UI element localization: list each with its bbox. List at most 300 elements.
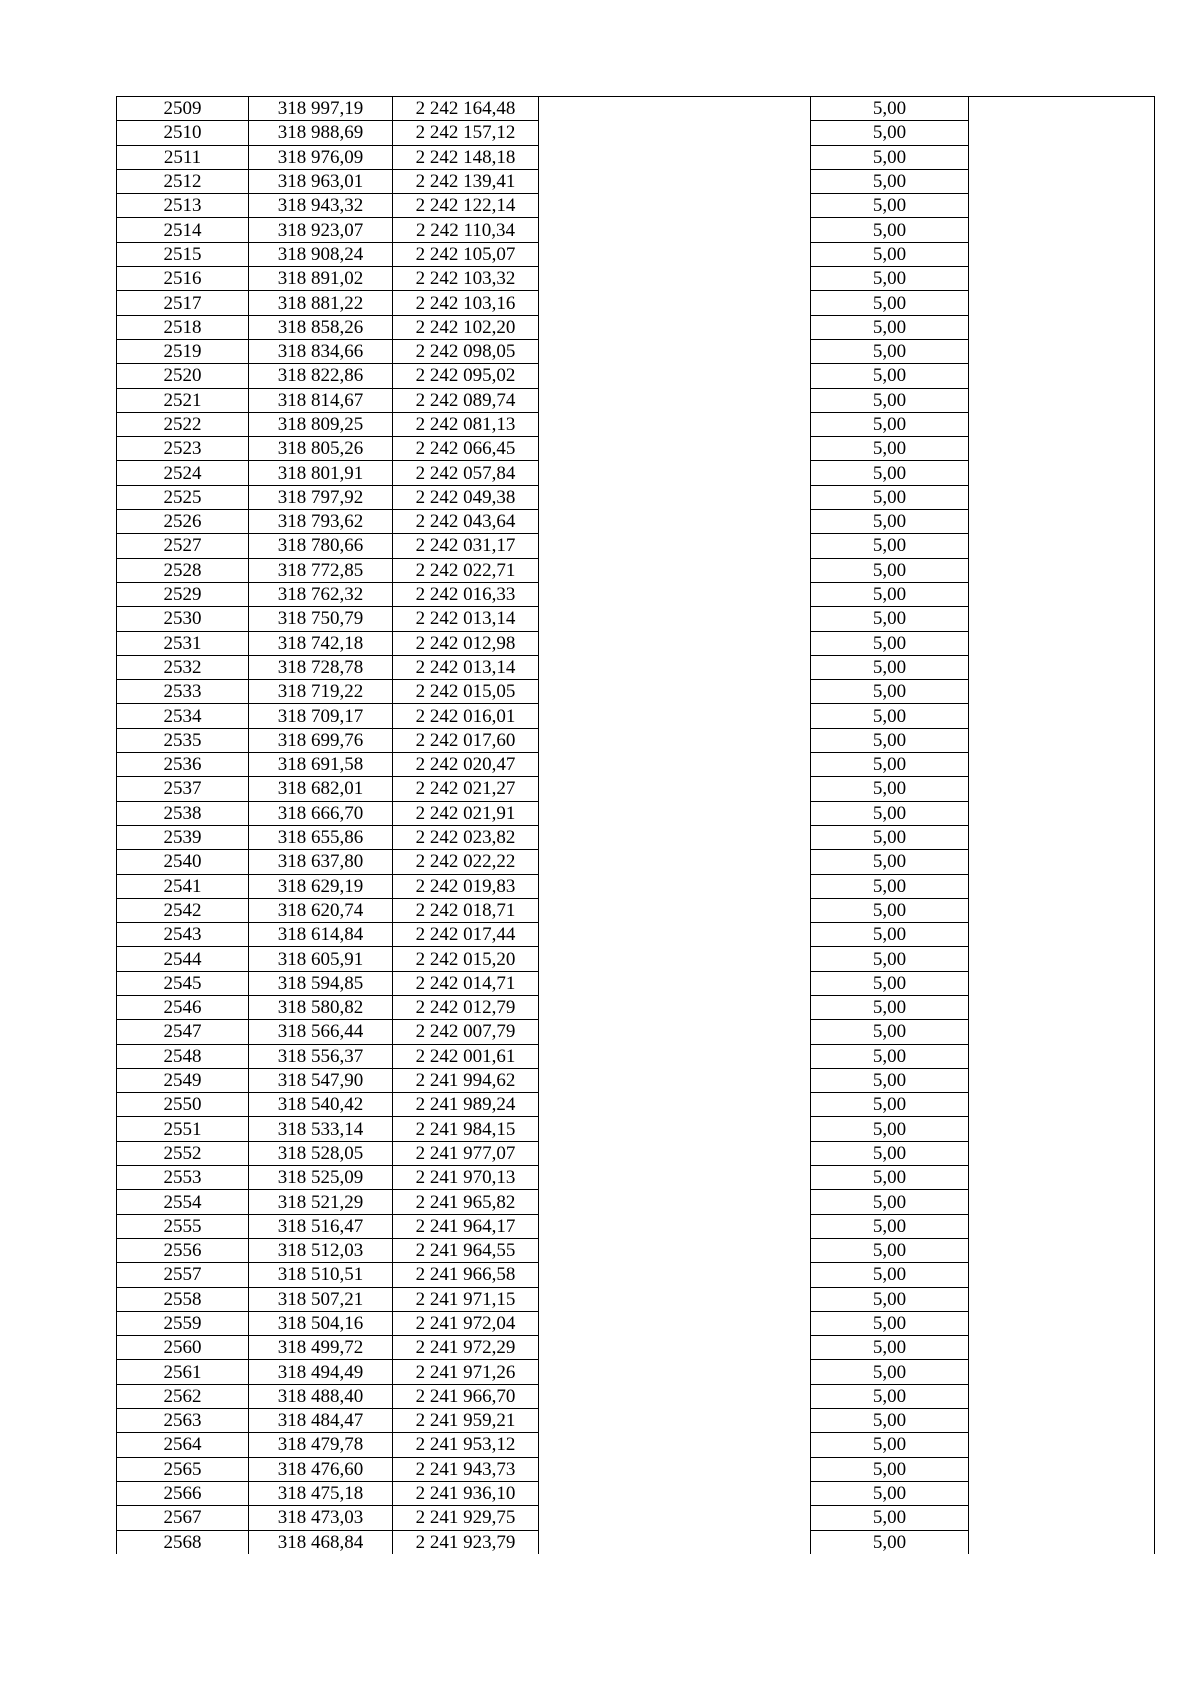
empty-cell <box>539 1481 811 1505</box>
x-coordinate-cell: 318 499,72 <box>249 1336 393 1360</box>
x-coordinate-cell: 318 908,24 <box>249 242 393 266</box>
empty-cell <box>539 1263 811 1287</box>
value-cell: 5,00 <box>811 1044 969 1068</box>
table-row <box>117 145 1155 169</box>
table-row <box>117 510 1155 534</box>
empty-cell <box>969 194 1155 218</box>
point-number-cell: 2524 <box>117 461 249 485</box>
empty-cell <box>539 1360 811 1384</box>
y-coordinate-cell: 2 242 049,38 <box>393 485 539 509</box>
table-row <box>117 194 1155 218</box>
y-coordinate-cell: 2 242 103,32 <box>393 267 539 291</box>
x-coordinate-cell: 318 488,40 <box>249 1384 393 1408</box>
point-number-cell: 2512 <box>117 169 249 193</box>
value-cell: 5,00 <box>811 121 969 145</box>
empty-cell <box>539 1311 811 1335</box>
empty-cell <box>969 1214 1155 1238</box>
y-coordinate-cell: 2 242 016,01 <box>393 704 539 728</box>
value-cell: 5,00 <box>811 1360 969 1384</box>
empty-cell <box>969 510 1155 534</box>
point-number-cell: 2558 <box>117 1287 249 1311</box>
table-row <box>117 169 1155 193</box>
y-coordinate-cell: 2 242 015,20 <box>393 947 539 971</box>
point-number-cell: 2530 <box>117 607 249 631</box>
x-coordinate-cell: 318 728,78 <box>249 655 393 679</box>
value-cell: 5,00 <box>811 1506 969 1530</box>
empty-cell <box>969 364 1155 388</box>
empty-cell <box>539 1238 811 1262</box>
point-number-cell: 2513 <box>117 194 249 218</box>
empty-cell <box>969 1336 1155 1360</box>
y-coordinate-cell: 2 241 966,58 <box>393 1263 539 1287</box>
empty-cell <box>969 680 1155 704</box>
empty-cell <box>539 728 811 752</box>
empty-cell <box>969 437 1155 461</box>
table-row <box>117 801 1155 825</box>
x-coordinate-cell: 318 891,02 <box>249 267 393 291</box>
point-number-cell: 2520 <box>117 364 249 388</box>
point-number-cell: 2545 <box>117 971 249 995</box>
value-cell: 5,00 <box>811 315 969 339</box>
table-row <box>117 1433 1155 1457</box>
empty-cell <box>539 242 811 266</box>
empty-cell <box>539 1433 811 1457</box>
value-cell: 5,00 <box>811 388 969 412</box>
point-number-cell: 2516 <box>117 267 249 291</box>
point-number-cell: 2527 <box>117 534 249 558</box>
point-number-cell: 2536 <box>117 753 249 777</box>
empty-cell <box>539 412 811 436</box>
table-body <box>117 97 1155 1554</box>
value-cell: 5,00 <box>811 1166 969 1190</box>
x-coordinate-cell: 318 709,17 <box>249 704 393 728</box>
empty-cell <box>969 412 1155 436</box>
y-coordinate-cell: 2 242 139,41 <box>393 169 539 193</box>
x-coordinate-cell: 318 691,58 <box>249 753 393 777</box>
table-row <box>117 1481 1155 1505</box>
point-number-cell: 2567 <box>117 1506 249 1530</box>
empty-cell <box>969 582 1155 606</box>
y-coordinate-cell: 2 242 019,83 <box>393 874 539 898</box>
empty-cell <box>969 801 1155 825</box>
empty-cell <box>969 898 1155 922</box>
table-row <box>117 655 1155 679</box>
y-coordinate-cell: 2 242 013,14 <box>393 607 539 631</box>
value-cell: 5,00 <box>811 1433 969 1457</box>
value-cell: 5,00 <box>811 1311 969 1335</box>
empty-cell <box>969 1506 1155 1530</box>
empty-cell <box>539 947 811 971</box>
table-row <box>117 1506 1155 1530</box>
value-cell: 5,00 <box>811 412 969 436</box>
y-coordinate-cell: 2 241 964,17 <box>393 1214 539 1238</box>
table-row <box>117 485 1155 509</box>
value-cell: 5,00 <box>811 339 969 363</box>
x-coordinate-cell: 318 540,42 <box>249 1093 393 1117</box>
table-row <box>117 1020 1155 1044</box>
empty-cell <box>539 510 811 534</box>
value-cell: 5,00 <box>811 145 969 169</box>
empty-cell <box>539 364 811 388</box>
value-cell: 5,00 <box>811 995 969 1019</box>
value-cell: 5,00 <box>811 1068 969 1092</box>
point-number-cell: 2544 <box>117 947 249 971</box>
x-coordinate-cell: 318 479,78 <box>249 1433 393 1457</box>
x-coordinate-cell: 318 525,09 <box>249 1166 393 1190</box>
y-coordinate-cell: 2 242 018,71 <box>393 898 539 922</box>
table-row <box>117 1311 1155 1335</box>
y-coordinate-cell: 2 241 966,70 <box>393 1384 539 1408</box>
point-number-cell: 2521 <box>117 388 249 412</box>
value-cell: 5,00 <box>811 437 969 461</box>
empty-cell <box>539 777 811 801</box>
point-number-cell: 2553 <box>117 1166 249 1190</box>
empty-cell <box>969 1481 1155 1505</box>
table-row <box>117 850 1155 874</box>
x-coordinate-cell: 318 881,22 <box>249 291 393 315</box>
y-coordinate-cell: 2 241 971,15 <box>393 1287 539 1311</box>
empty-cell <box>969 971 1155 995</box>
y-coordinate-cell: 2 241 953,12 <box>393 1433 539 1457</box>
y-coordinate-cell: 2 242 031,17 <box>393 534 539 558</box>
value-cell: 5,00 <box>811 1020 969 1044</box>
empty-cell <box>969 631 1155 655</box>
point-number-cell: 2514 <box>117 218 249 242</box>
y-coordinate-cell: 2 241 970,13 <box>393 1166 539 1190</box>
value-cell: 5,00 <box>811 1481 969 1505</box>
table-row <box>117 1263 1155 1287</box>
table-row <box>117 291 1155 315</box>
y-coordinate-cell: 2 242 017,44 <box>393 923 539 947</box>
point-number-cell: 2526 <box>117 510 249 534</box>
table-row <box>117 534 1155 558</box>
empty-cell <box>969 1409 1155 1433</box>
x-coordinate-cell: 318 655,86 <box>249 825 393 849</box>
table-row <box>117 364 1155 388</box>
point-number-cell: 2539 <box>117 825 249 849</box>
value-cell: 5,00 <box>811 1141 969 1165</box>
table-row <box>117 242 1155 266</box>
table-row <box>117 1409 1155 1433</box>
value-cell: 5,00 <box>811 825 969 849</box>
value-cell: 5,00 <box>811 169 969 193</box>
y-coordinate-cell: 2 242 014,71 <box>393 971 539 995</box>
empty-cell <box>539 169 811 193</box>
x-coordinate-cell: 318 473,03 <box>249 1506 393 1530</box>
empty-cell <box>969 1287 1155 1311</box>
table-row <box>117 971 1155 995</box>
y-coordinate-cell: 2 242 066,45 <box>393 437 539 461</box>
point-number-cell: 2557 <box>117 1263 249 1287</box>
y-coordinate-cell: 2 242 015,05 <box>393 680 539 704</box>
table-row <box>117 995 1155 1019</box>
x-coordinate-cell: 318 547,90 <box>249 1068 393 1092</box>
point-number-cell: 2525 <box>117 485 249 509</box>
value-cell: 5,00 <box>811 947 969 971</box>
y-coordinate-cell: 2 241 971,26 <box>393 1360 539 1384</box>
point-number-cell: 2568 <box>117 1530 249 1554</box>
empty-cell <box>539 1020 811 1044</box>
point-number-cell: 2562 <box>117 1384 249 1408</box>
point-number-cell: 2510 <box>117 121 249 145</box>
empty-cell <box>539 582 811 606</box>
empty-cell <box>539 194 811 218</box>
table-row <box>117 947 1155 971</box>
point-number-cell: 2547 <box>117 1020 249 1044</box>
value-cell: 5,00 <box>811 801 969 825</box>
empty-cell <box>969 704 1155 728</box>
y-coordinate-cell: 2 242 016,33 <box>393 582 539 606</box>
point-number-cell: 2551 <box>117 1117 249 1141</box>
y-coordinate-cell: 2 242 157,12 <box>393 121 539 145</box>
y-coordinate-cell: 2 242 095,02 <box>393 364 539 388</box>
y-coordinate-cell: 2 241 923,79 <box>393 1530 539 1554</box>
y-coordinate-cell: 2 241 989,24 <box>393 1093 539 1117</box>
point-number-cell: 2517 <box>117 291 249 315</box>
empty-cell <box>969 339 1155 363</box>
empty-cell <box>539 1409 811 1433</box>
empty-cell <box>539 1190 811 1214</box>
y-coordinate-cell: 2 241 964,55 <box>393 1238 539 1262</box>
empty-cell <box>969 1384 1155 1408</box>
empty-cell <box>539 801 811 825</box>
empty-cell <box>539 1287 811 1311</box>
empty-cell <box>969 291 1155 315</box>
empty-cell <box>969 388 1155 412</box>
empty-cell <box>539 1093 811 1117</box>
empty-cell <box>969 1263 1155 1287</box>
y-coordinate-cell: 2 241 977,07 <box>393 1141 539 1165</box>
x-coordinate-cell: 318 793,62 <box>249 510 393 534</box>
empty-cell <box>969 947 1155 971</box>
table-row <box>117 412 1155 436</box>
value-cell: 5,00 <box>811 291 969 315</box>
value-cell: 5,00 <box>811 364 969 388</box>
point-number-cell: 2565 <box>117 1457 249 1481</box>
empty-cell <box>539 971 811 995</box>
table-row <box>117 728 1155 752</box>
table-row <box>117 339 1155 363</box>
table-row <box>117 1068 1155 1092</box>
empty-cell <box>969 169 1155 193</box>
x-coordinate-cell: 318 468,84 <box>249 1530 393 1554</box>
point-number-cell: 2515 <box>117 242 249 266</box>
table-row <box>117 437 1155 461</box>
y-coordinate-cell: 2 242 020,47 <box>393 753 539 777</box>
point-number-cell: 2522 <box>117 412 249 436</box>
empty-cell <box>969 1530 1155 1554</box>
x-coordinate-cell: 318 809,25 <box>249 412 393 436</box>
table-row <box>117 1384 1155 1408</box>
value-cell: 5,00 <box>811 1238 969 1262</box>
x-coordinate-cell: 318 682,01 <box>249 777 393 801</box>
x-coordinate-cell: 318 750,79 <box>249 607 393 631</box>
point-number-cell: 2556 <box>117 1238 249 1262</box>
empty-cell <box>539 1044 811 1068</box>
value-cell: 5,00 <box>811 728 969 752</box>
y-coordinate-cell: 2 242 105,07 <box>393 242 539 266</box>
x-coordinate-cell: 318 858,26 <box>249 315 393 339</box>
empty-cell <box>969 1117 1155 1141</box>
x-coordinate-cell: 318 637,80 <box>249 850 393 874</box>
table-row <box>117 753 1155 777</box>
point-number-cell: 2542 <box>117 898 249 922</box>
empty-cell <box>539 437 811 461</box>
empty-cell <box>969 1190 1155 1214</box>
empty-cell <box>969 485 1155 509</box>
point-number-cell: 2511 <box>117 145 249 169</box>
empty-cell <box>969 145 1155 169</box>
empty-cell <box>969 923 1155 947</box>
empty-cell <box>539 558 811 582</box>
empty-cell <box>539 898 811 922</box>
table-row <box>117 1214 1155 1238</box>
point-number-cell: 2523 <box>117 437 249 461</box>
coordinates-table <box>116 96 1155 1554</box>
table-row <box>117 461 1155 485</box>
empty-cell <box>539 1336 811 1360</box>
point-number-cell: 2560 <box>117 1336 249 1360</box>
x-coordinate-cell: 318 566,44 <box>249 1020 393 1044</box>
x-coordinate-cell: 318 772,85 <box>249 558 393 582</box>
value-cell: 5,00 <box>811 194 969 218</box>
table-row <box>117 315 1155 339</box>
y-coordinate-cell: 2 242 081,13 <box>393 412 539 436</box>
point-number-cell: 2561 <box>117 1360 249 1384</box>
table-row <box>117 680 1155 704</box>
value-cell: 5,00 <box>811 971 969 995</box>
value-cell: 5,00 <box>811 1190 969 1214</box>
value-cell: 5,00 <box>811 1214 969 1238</box>
x-coordinate-cell: 318 699,76 <box>249 728 393 752</box>
x-coordinate-cell: 318 484,47 <box>249 1409 393 1433</box>
value-cell: 5,00 <box>811 607 969 631</box>
value-cell: 5,00 <box>811 1336 969 1360</box>
empty-cell <box>969 1311 1155 1335</box>
table-row <box>117 218 1155 242</box>
empty-cell <box>539 388 811 412</box>
empty-cell <box>969 1044 1155 1068</box>
empty-cell <box>539 825 811 849</box>
point-number-cell: 2555 <box>117 1214 249 1238</box>
empty-cell <box>969 1360 1155 1384</box>
point-number-cell: 2563 <box>117 1409 249 1433</box>
y-coordinate-cell: 2 241 943,73 <box>393 1457 539 1481</box>
table-row <box>117 1117 1155 1141</box>
empty-cell <box>539 850 811 874</box>
empty-cell <box>539 631 811 655</box>
value-cell: 5,00 <box>811 558 969 582</box>
point-number-cell: 2533 <box>117 680 249 704</box>
empty-cell <box>539 315 811 339</box>
empty-cell <box>969 777 1155 801</box>
x-coordinate-cell: 318 507,21 <box>249 1287 393 1311</box>
x-coordinate-cell: 318 988,69 <box>249 121 393 145</box>
table-row <box>117 1457 1155 1481</box>
point-number-cell: 2548 <box>117 1044 249 1068</box>
point-number-cell: 2538 <box>117 801 249 825</box>
y-coordinate-cell: 2 242 012,79 <box>393 995 539 1019</box>
empty-cell <box>539 753 811 777</box>
empty-cell <box>969 995 1155 1019</box>
value-cell: 5,00 <box>811 1287 969 1311</box>
point-number-cell: 2566 <box>117 1481 249 1505</box>
x-coordinate-cell: 318 594,85 <box>249 971 393 995</box>
point-number-cell: 2564 <box>117 1433 249 1457</box>
empty-cell <box>969 315 1155 339</box>
y-coordinate-cell: 2 242 007,79 <box>393 1020 539 1044</box>
x-coordinate-cell: 318 943,32 <box>249 194 393 218</box>
y-coordinate-cell: 2 242 057,84 <box>393 461 539 485</box>
value-cell: 5,00 <box>811 582 969 606</box>
table-row <box>117 1530 1155 1554</box>
empty-cell <box>539 461 811 485</box>
value-cell: 5,00 <box>811 485 969 509</box>
point-number-cell: 2519 <box>117 339 249 363</box>
value-cell: 5,00 <box>811 1384 969 1408</box>
x-coordinate-cell: 318 742,18 <box>249 631 393 655</box>
value-cell: 5,00 <box>811 97 969 121</box>
y-coordinate-cell: 2 242 012,98 <box>393 631 539 655</box>
value-cell: 5,00 <box>811 704 969 728</box>
table-row <box>117 923 1155 947</box>
y-coordinate-cell: 2 241 959,21 <box>393 1409 539 1433</box>
table-row <box>117 1287 1155 1311</box>
empty-cell <box>539 145 811 169</box>
empty-cell <box>969 1068 1155 1092</box>
y-coordinate-cell: 2 242 089,74 <box>393 388 539 412</box>
y-coordinate-cell: 2 242 103,16 <box>393 291 539 315</box>
y-coordinate-cell: 2 241 972,04 <box>393 1311 539 1335</box>
empty-cell <box>539 267 811 291</box>
x-coordinate-cell: 318 805,26 <box>249 437 393 461</box>
value-cell: 5,00 <box>811 1530 969 1554</box>
y-coordinate-cell: 2 241 965,82 <box>393 1190 539 1214</box>
value-cell: 5,00 <box>811 753 969 777</box>
table-row <box>117 121 1155 145</box>
empty-cell <box>539 291 811 315</box>
point-number-cell: 2509 <box>117 97 249 121</box>
x-coordinate-cell: 318 923,07 <box>249 218 393 242</box>
empty-cell <box>539 1506 811 1530</box>
x-coordinate-cell: 318 614,84 <box>249 923 393 947</box>
empty-cell <box>969 607 1155 631</box>
y-coordinate-cell: 2 242 017,60 <box>393 728 539 752</box>
x-coordinate-cell: 318 516,47 <box>249 1214 393 1238</box>
x-coordinate-cell: 318 580,82 <box>249 995 393 1019</box>
empty-cell <box>539 1141 811 1165</box>
point-number-cell: 2537 <box>117 777 249 801</box>
empty-cell <box>539 995 811 1019</box>
value-cell: 5,00 <box>811 1457 969 1481</box>
table-row <box>117 1336 1155 1360</box>
empty-cell <box>539 121 811 145</box>
value-cell: 5,00 <box>811 1409 969 1433</box>
table-row <box>117 607 1155 631</box>
table-row <box>117 558 1155 582</box>
x-coordinate-cell: 318 605,91 <box>249 947 393 971</box>
x-coordinate-cell: 318 476,60 <box>249 1457 393 1481</box>
empty-cell <box>539 1457 811 1481</box>
point-number-cell: 2534 <box>117 704 249 728</box>
empty-cell <box>969 825 1155 849</box>
empty-cell <box>969 242 1155 266</box>
x-coordinate-cell: 318 556,37 <box>249 1044 393 1068</box>
y-coordinate-cell: 2 242 110,34 <box>393 218 539 242</box>
empty-cell <box>969 1166 1155 1190</box>
value-cell: 5,00 <box>811 218 969 242</box>
table-row <box>117 874 1155 898</box>
